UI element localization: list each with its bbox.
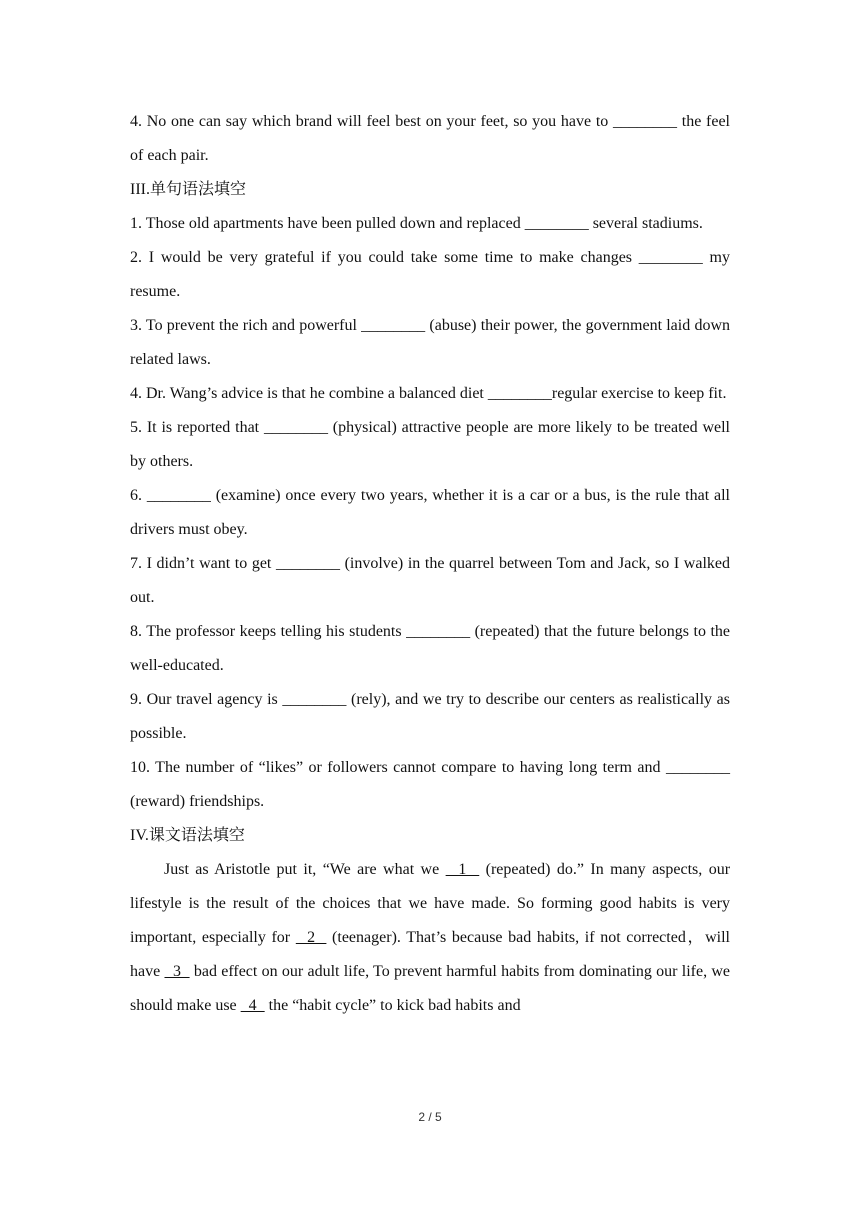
section-iii-item-4: 4. Dr. Wang’s advice is that he combine a balanced diet ________regular exercise to keep fit. <box>130 385 727 402</box>
section-iii-heading: III.单句语法填空 <box>130 181 246 198</box>
section-iii-item-10: 10. The number of “likes” or followers cannot compare to having long term and ________ (reward) friendships. <box>130 759 730 810</box>
document-body <box>130 105 730 1023</box>
section-iii-item-6: 6. ________ (examine) once every two years, whether it is a car or a bus, is the rule that all drivers must obey. <box>130 487 730 538</box>
section-iii-item-2: 2. I would be very grateful if you could take some time to make changes ________ my resume. <box>130 249 730 300</box>
page-number: 2 / 5 <box>418 1110 442 1124</box>
section-iii-item-8: 8. The professor keeps telling his students ________ (repeated) that the future belongs to the well-educated. <box>130 623 730 674</box>
section-iii-item-1: 1. Those old apartments have been pulled down and replaced ________ several stadiums. <box>130 215 703 232</box>
blank-4: 4 <box>240 997 265 1014</box>
section-iv-passage <box>130 853 730 1023</box>
passage-text: Just as Aristotle put it, “We are what we <box>164 861 446 878</box>
section-iii-item-3: 3. To prevent the rich and powerful ________ (abuse) their power, the government laid down related laws. <box>130 317 730 368</box>
section-iii-item-7: 7. I didn’t want to get ________ (involve) in the quarrel between Tom and Jack, so I walked out. <box>130 555 730 606</box>
section-iv-heading: IV.课文语法填空 <box>130 827 245 844</box>
section-ii-item-4: 4. No one can say which brand will feel best on your feet, so you have to ________ the feel of each pair. <box>130 113 730 164</box>
passage-text: bad effect on our adult life, To prevent harmful habits from dominating our life, we should make use <box>130 963 731 1014</box>
passage-text: (teenager). That’s because bad habits, if not corrected，will have <box>130 929 731 980</box>
blank-1: 1 <box>445 861 480 878</box>
passage-text: the “habit cycle” to kick bad habits and <box>264 997 521 1014</box>
section-iii-item-9: 9. Our travel agency is ________ (rely), and we try to describe our centers as realistically as possible. <box>130 691 730 742</box>
section-iii-item-5: 5. It is reported that ________ (physical) attractive people are more likely to be treated well by others. <box>130 419 730 470</box>
passage-text: (repeated) do.” In many aspects, our lifestyle is the result of the choices that we have made. So forming good habits is very important, especially for <box>130 861 731 946</box>
blank-3: 3 <box>164 963 190 980</box>
blank-2: 2 <box>295 929 327 946</box>
